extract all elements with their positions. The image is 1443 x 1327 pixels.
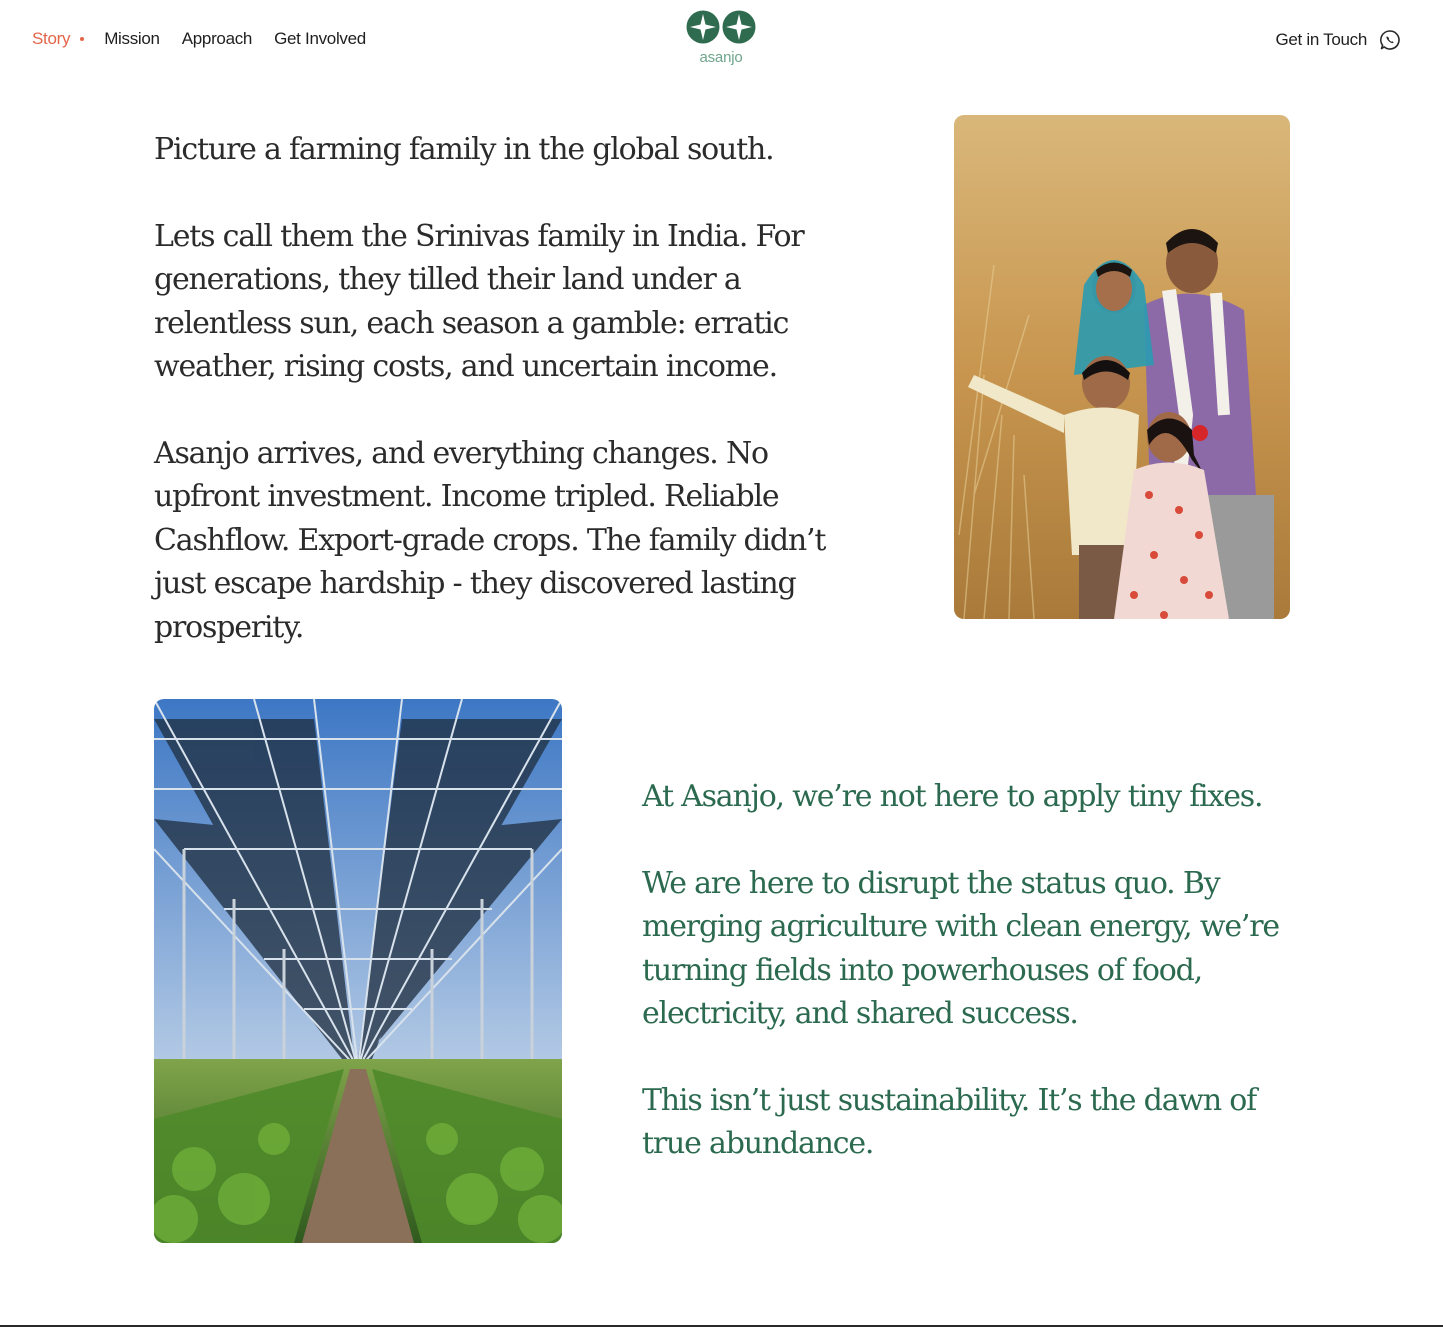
logo-mark-icon [686, 10, 756, 45]
nav-link-story[interactable]: Story [32, 29, 71, 48]
mission-paragraph-2: We are here to disrupt the status quo. By merging agriculture with clean energy, we’re turning fields into powerhouses of food, electricity, and shared success. [642, 865, 1279, 1031]
brand-name: asanjo [699, 49, 743, 66]
brand-logo[interactable] [686, 10, 756, 66]
whatsapp-icon [1379, 29, 1401, 51]
nav-link-get-involved[interactable]: Get Involved [274, 29, 366, 48]
active-indicator-dot [80, 37, 84, 41]
get-in-touch-button[interactable] [1275, 29, 1401, 51]
agrivoltaic-greenhouse-photo [154, 699, 562, 1243]
story-section [154, 128, 874, 692]
mission-paragraph-1: At Asanjo, we’re not here to apply tiny fixes. [642, 779, 1263, 814]
main-menu [32, 29, 388, 49]
get-in-touch-label: Get in Touch [1275, 30, 1367, 49]
top-navigation [0, 0, 1443, 90]
family-in-wheat-field-photo [954, 115, 1290, 619]
story-paragraph-1: Picture a farming family in the global south. [154, 132, 774, 167]
mission-paragraph-3: This isn’t just sustainability. It’s the dawn of true abundance. [642, 1082, 1257, 1161]
story-paragraph-3: Asanjo arrives, and everything changes. No upfront investment. Income tripled. Reliable Cashflow. Export-grade crops. The family didn’t just escape hardship - they discovered lasting prosperity. [154, 435, 826, 645]
story-paragraph-2: Lets call them the Srinivas family in India. For generations, they tilled their land under a relentless sun, each season a gamble: erratic weather, rising costs, and uncertain income. [154, 218, 804, 384]
nav-link-approach[interactable]: Approach [181, 29, 253, 48]
mission-section [642, 775, 1322, 1209]
nav-link-mission[interactable]: Mission [104, 29, 160, 48]
